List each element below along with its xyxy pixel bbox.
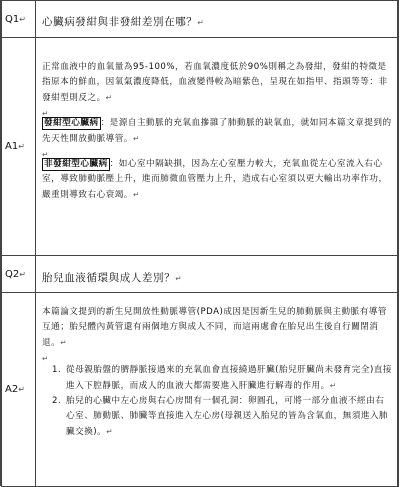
row-label-q2: Q2↵: [2, 256, 36, 293]
answer-2-intro: 本篇論文提到的新生兒開放性動脈導管(PDA)成因是因新生兒的肺動脈與主動脈有導管互通；胎兒體內黃管還有兩個地方與成人不同，而這兩處會在胎兒出生後自行關閉消退。↵: [42, 307, 388, 348]
row-label-q1: Q1↵: [2, 1, 36, 38]
question-row-1: [2, 1, 399, 38]
answer-1-cyanotic-term: 發紺型心臟病 ：是源自主動脈的充氧血摻雜了肺動脈的缺氧血，就如同本篇文章提到的先天性開放動脈導管。↵: [42, 118, 392, 144]
answer-cell-1: 正常血液中的血氧量為95-100%，若血氧濃度低於90%則稱之為發紺，發紺的特徵是指原本的鮮血，因氧氣濃度降低，血液變得較為暗紫色，呈現在如指甲、指頭等等：非發紺型則反之。↵ ↵ 發紺型心臟病 ：是源自主動脈的充氧血摻雜了肺動脈的缺氧血，就如同本篇文章提到的先天性開放動脈導管。↵ ↵ 非發紺型心臟病 ：如心室中隔缺損，因為左心室壓力較大，充氧血從左心室流入右心室，導致肺動脈壓上升，進而肺微血管壓力上升，造成右心室須以更大輸出功率作功，嚴重則導致右心衰竭。↵: [36, 38, 399, 256]
answer-cell-2: 本篇論文提到的新生兒開放性動脈導管(PDA)成因是因新生兒的肺動脈與主動脈有導管互通；胎兒體內黃管還有兩個地方與成人不同，而這兩處會在胎兒出生後自行關閉消退。↵ ↵ 1. 從母親胎盤的臍靜脈接過來的充氧血會直接繞過肝臟(胎兒肝臟尚未發育完全)直接進入下腔靜脈，而成人的血液大都需要進入肝臟進行解毒的作用。↵ 2. 胎兒的心臟中左心房與右心房間有一個孔洞：卵圓孔，可將一部分血液不經由右心室、肺動脈、肺臟等直接進入左心房(母親送入胎兒的皆為含氧血，無須進入肺臟交換)。↵: [36, 293, 399, 487]
answer-row-2: [2, 293, 399, 487]
row-label-a2: A2↵: [2, 293, 36, 487]
answer-1-acyanotic-term: 非發紺型心臟病 ：如心室中隔缺損，因為左心室壓力較大，充氧血從左心室流入右心室，導致肺動脈壓上升，進而肺微血管壓力上升，造成右心室須以更大輸出功率作功，嚴重則導致右心衰竭。↵: [42, 159, 388, 200]
list-item: 1. 從母親胎盤的臍靜脈接過來的充氧血會直接繞過肝臟(胎兒肝臟尚未發育完全)直接進入下腔靜脈，而成人的血液大都需要進入肝臟進行解毒的作用。↵: [52, 365, 392, 391]
list-item: 2. 胎兒的心臟中左心房與右心房間有一個孔洞：卵圓孔，可將一部分血液不經由右心室、肺動脈、肺臟等直接進入左心房(母親送入胎兒的皆為含氧血，無須進入肺臟交換)。↵: [52, 396, 389, 437]
answer-1-paragraph: 正常血液中的血氧量為95-100%，若血氧濃度低於90%則稱之為發紺，發紺的特徵是指原本的鮮血，因氧氣濃度降低，血液變得較為暗紫色，呈現在如指甲、指頭等等：非發紺型則反之。↵: [42, 62, 388, 103]
qa-table: [1, 0, 399, 487]
answer-2-list: [42, 363, 392, 440]
answer-row-1: [2, 38, 399, 256]
question-text-2: 胎兒血液循環與成人差別？: [42, 272, 176, 284]
question-row-2: [2, 256, 399, 293]
question-cell-2: 胎兒血液循環與成人差別？↵: [36, 256, 399, 293]
question-cell-1: 心臟病發紺與非發紺差別在哪？↵: [36, 1, 399, 38]
row-label-a1: A1↵: [2, 38, 36, 256]
question-text-1: 心臟病發紺與非發紺差別在哪？: [42, 16, 198, 28]
